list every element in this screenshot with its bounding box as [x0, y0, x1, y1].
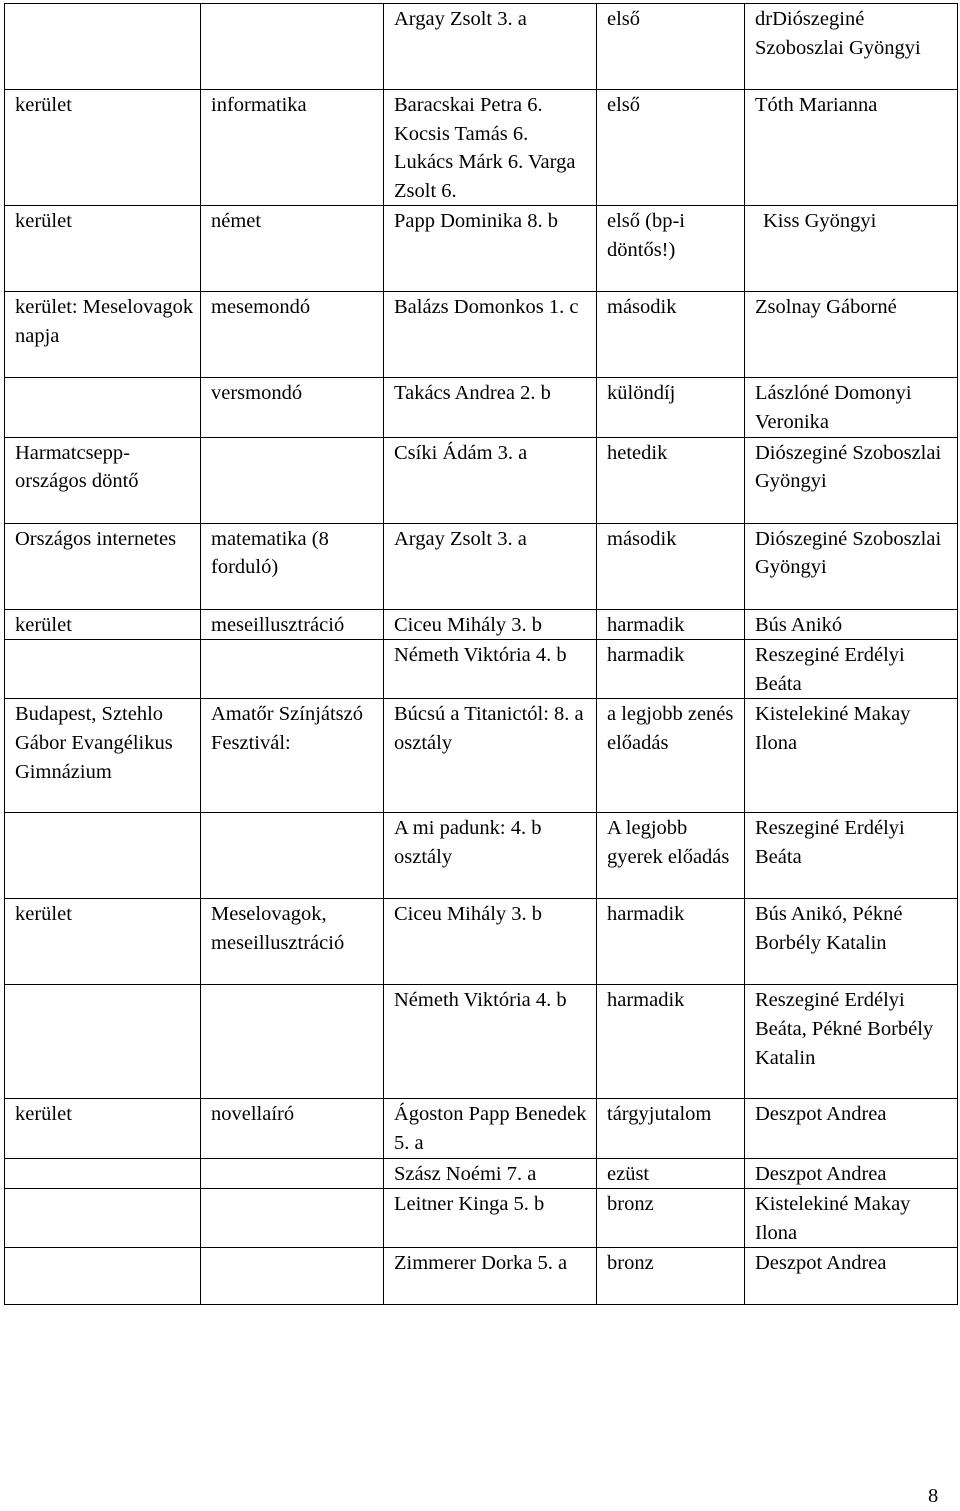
cell-student: Ciceu Mihály 3. b — [384, 609, 597, 640]
table-row — [5, 1248, 958, 1305]
cell-venue — [5, 640, 201, 699]
cell-venue: Országos internetes — [5, 523, 201, 609]
cell-result: hetedik — [597, 437, 745, 523]
cell-student: Leitner Kinga 5. b — [384, 1189, 597, 1248]
cell-student: Takács Andrea 2. b — [384, 378, 597, 437]
cell-category — [201, 640, 384, 699]
page-number: 8 — [928, 1485, 939, 1507]
cell-teacher: Deszpot Andrea — [745, 1248, 958, 1305]
cell-teacher: Tóth Marianna — [745, 90, 958, 206]
table-row — [5, 378, 958, 437]
cell-student: Baracskai Petra 6. Kocsis Tamás 6. Lukács Márk 6. Varga Zsolt 6. — [384, 90, 597, 206]
cell-teacher: drDiószeginé Szoboszlai Gyöngyi — [745, 4, 958, 90]
cell-venue — [5, 985, 201, 1099]
cell-result: különdíj — [597, 378, 745, 437]
cell-venue: kerület — [5, 609, 201, 640]
table-row — [5, 699, 958, 813]
cell-student: Szász Noémi 7. a — [384, 1158, 597, 1189]
cell-venue: Harmatcsepp-országos döntő — [5, 437, 201, 523]
cell-venue: kerület — [5, 1099, 201, 1158]
cell-result: a legjobb zenés előadás — [597, 699, 745, 813]
cell-student: Argay Zsolt 3. a — [384, 4, 597, 90]
cell-venue: Budapest, Sztehlo Gábor Evangélikus Gimnázium — [5, 699, 201, 813]
cell-category — [201, 813, 384, 899]
cell-venue: kerület — [5, 90, 201, 206]
cell-category — [201, 1158, 384, 1189]
cell-student: Németh Viktória 4. b — [384, 640, 597, 699]
cell-category — [201, 985, 384, 1099]
cell-result: A legjobb gyerek előadás — [597, 813, 745, 899]
table-row — [5, 899, 958, 985]
cell-venue: kerület — [5, 206, 201, 292]
cell-result: harmadik — [597, 640, 745, 699]
cell-result: első (bp-i döntős!) — [597, 206, 745, 292]
cell-teacher: Lászlóné Domonyi Veronika — [745, 378, 958, 437]
table-row — [5, 90, 958, 206]
cell-student: Papp Dominika 8. b — [384, 206, 597, 292]
table-row — [5, 437, 958, 523]
cell-result: második — [597, 523, 745, 609]
cell-venue — [5, 1189, 201, 1248]
cell-result: első — [597, 4, 745, 90]
table-row — [5, 813, 958, 899]
cell-student: Argay Zsolt 3. a — [384, 523, 597, 609]
cell-venue — [5, 813, 201, 899]
cell-venue — [5, 378, 201, 437]
cell-result: harmadik — [597, 985, 745, 1099]
cell-venue — [5, 1158, 201, 1189]
cell-teacher: Kistelekiné Makay Ilona — [745, 1189, 958, 1248]
cell-category: matematika (8 forduló) — [201, 523, 384, 609]
cell-result: első — [597, 90, 745, 206]
cell-category — [201, 437, 384, 523]
cell-teacher: Reszeginé Erdélyi Beáta — [745, 640, 958, 699]
cell-student: Balázs Domonkos 1. c — [384, 292, 597, 378]
cell-teacher: Deszpot Andrea — [745, 1099, 958, 1158]
cell-result: bronz — [597, 1248, 745, 1305]
cell-category: novellaíró — [201, 1099, 384, 1158]
table-row — [5, 4, 958, 90]
cell-teacher: Bús Anikó, Pékné Borbély Katalin — [745, 899, 958, 985]
cell-teacher: Zsolnay Gáborné — [745, 292, 958, 378]
table-row — [5, 206, 958, 292]
cell-category: meseillusztráció — [201, 609, 384, 640]
cell-category: Meselovagok, meseillusztráció — [201, 899, 384, 985]
cell-student: A mi padunk: 4. b osztály — [384, 813, 597, 899]
cell-teacher: Deszpot Andrea — [745, 1158, 958, 1189]
table-row — [5, 1189, 958, 1248]
cell-teacher: Diószeginé Szoboszlai Gyöngyi — [745, 523, 958, 609]
cell-result: ezüst — [597, 1158, 745, 1189]
cell-teacher: Kiss Gyöngyi — [745, 206, 958, 292]
table-row — [5, 640, 958, 699]
cell-result: harmadik — [597, 899, 745, 985]
cell-student: Búcsú a Titanictól: 8. a osztály — [384, 699, 597, 813]
results-table — [4, 3, 958, 1305]
cell-category: Amatőr Színjátszó Fesztivál: — [201, 699, 384, 813]
cell-category: informatika — [201, 90, 384, 206]
cell-category: mesemondó — [201, 292, 384, 378]
cell-teacher: Kistelekiné Makay Ilona — [745, 699, 958, 813]
cell-venue — [5, 1248, 201, 1305]
cell-result: bronz — [597, 1189, 745, 1248]
cell-student: Zimmerer Dorka 5. a — [384, 1248, 597, 1305]
table-row — [5, 985, 958, 1099]
cell-student: Ciceu Mihály 3. b — [384, 899, 597, 985]
cell-teacher: Reszeginé Erdélyi Beáta, Pékné Borbély Katalin — [745, 985, 958, 1099]
cell-teacher: Diószeginé Szoboszlai Gyöngyi — [745, 437, 958, 523]
cell-category: német — [201, 206, 384, 292]
cell-student: Ágoston Papp Benedek 5. a — [384, 1099, 597, 1158]
table-row — [5, 1099, 958, 1158]
table-row — [5, 523, 958, 609]
cell-teacher: Bús Anikó — [745, 609, 958, 640]
cell-venue: kerület: Meselovagok napja — [5, 292, 201, 378]
cell-venue — [5, 4, 201, 90]
cell-category: versmondó — [201, 378, 384, 437]
cell-result: harmadik — [597, 609, 745, 640]
cell-student: Németh Viktória 4. b — [384, 985, 597, 1099]
cell-result: tárgyjutalom — [597, 1099, 745, 1158]
cell-category — [201, 1248, 384, 1305]
cell-result: második — [597, 292, 745, 378]
cell-category — [201, 4, 384, 90]
cell-student: Csíki Ádám 3. a — [384, 437, 597, 523]
cell-venue: kerület — [5, 899, 201, 985]
table-row — [5, 609, 958, 640]
cell-category — [201, 1189, 384, 1248]
cell-teacher: Reszeginé Erdélyi Beáta — [745, 813, 958, 899]
table-row — [5, 292, 958, 378]
table-row — [5, 1158, 958, 1189]
